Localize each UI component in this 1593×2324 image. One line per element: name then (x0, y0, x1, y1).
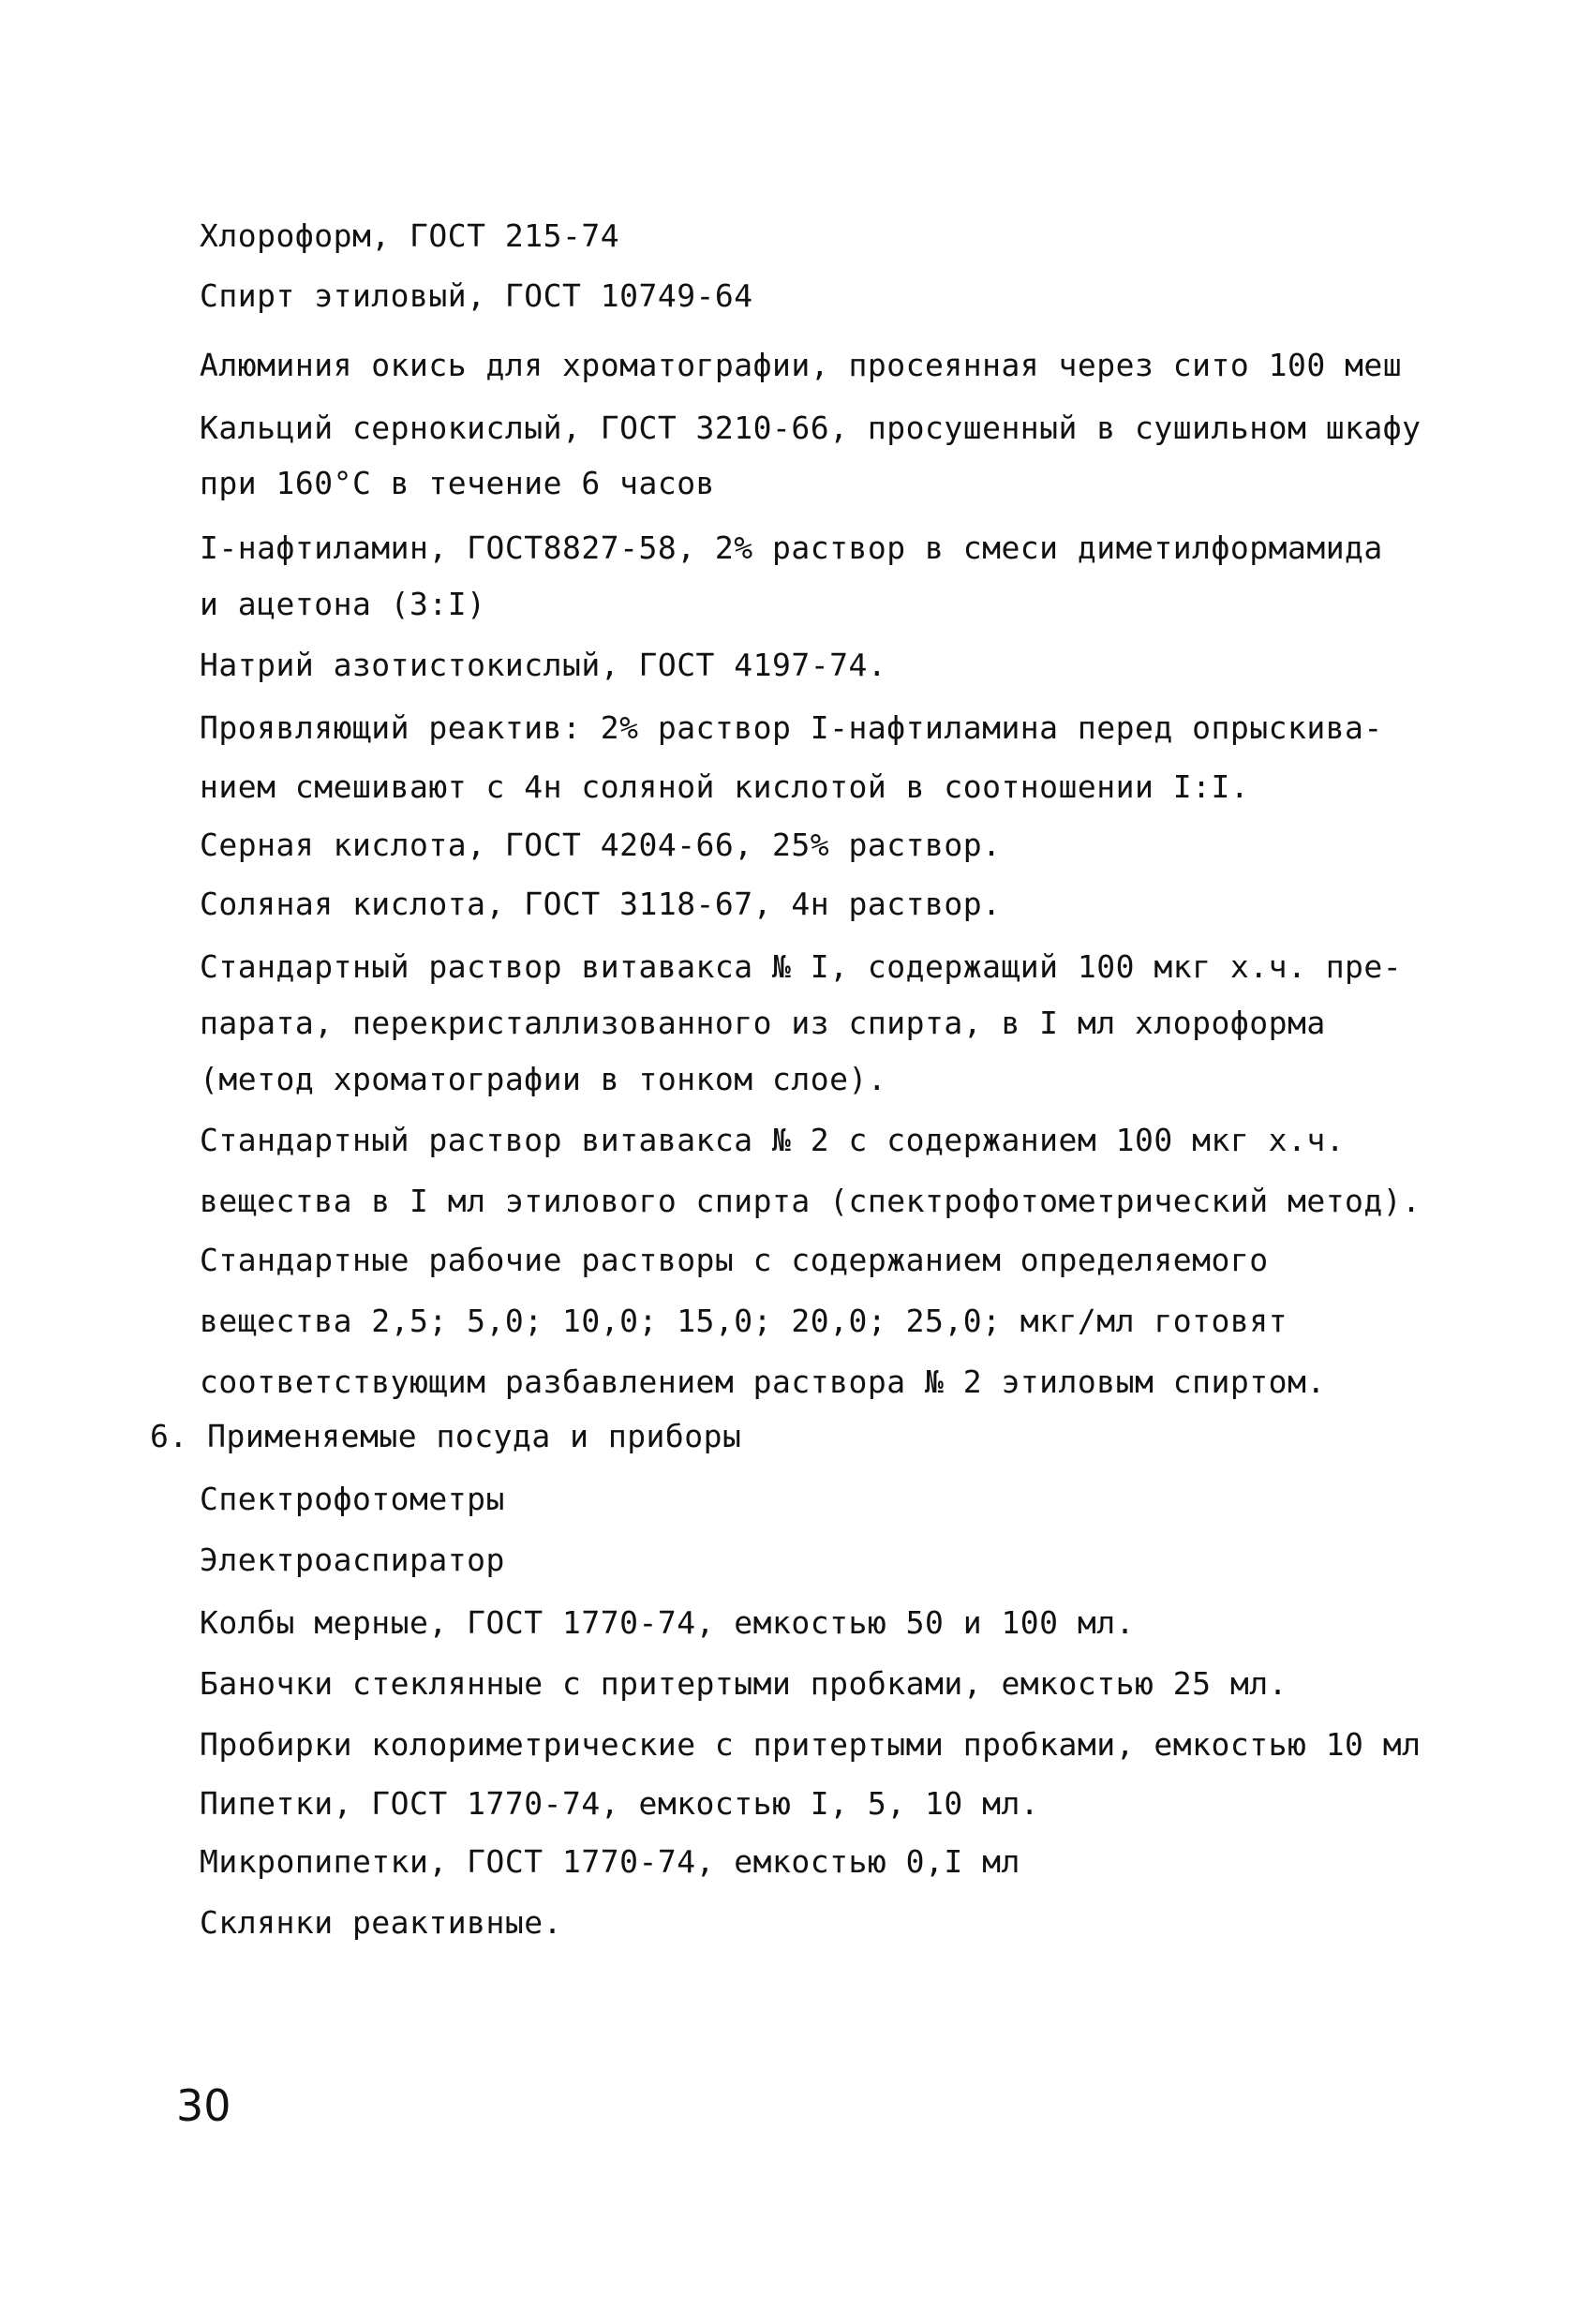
text-line-tlc-method: (метод хроматографии в тонком слое). (200, 1061, 887, 1097)
text-line-volumetric-flasks: Колбы мерные, ГОСТ 1770-74, емкостью 50 и 100 мл. (200, 1604, 1136, 1641)
text-line-standard-solution-1: Стандартный раствор витавакса № I, содержащий 100 мкг х.ч. пре- (200, 948, 1403, 985)
text-line-pipettes: Пипетки, ГОСТ 1770-74, емкостью I, 5, 10 мл. (200, 1785, 1040, 1822)
text-line-dilution: соответствующим разбавлением раствора № 2 этиловым спиртом. (200, 1363, 1326, 1400)
text-line-reagent-bottles: Склянки реактивные. (200, 1904, 562, 1941)
text-line-working-concentrations: вещества 2,5; 5,0; 10,0; 15,0; 20,0; 25,0; мкг/мл готовят (200, 1303, 1288, 1339)
text-line-hydrochloric-acid: Соляная кислота, ГОСТ 3118-67, 4н раствор. (200, 886, 1002, 922)
text-line-acetone-ratio: и ацетона (3:I) (200, 586, 486, 622)
text-line-naphthylamine: I-нафтиламин, ГОСТ8827-58, 2% раствор в смеси диметилформамида (200, 529, 1383, 566)
text-line-standard-solution-1-cont: парата, перекристаллизованного из спирта, в I мл хлороформа (200, 1005, 1326, 1041)
text-line-chloroform: Хлороформ, ГОСТ 215-74 (200, 217, 620, 254)
text-line-standard-solution-2: Стандартный раствор витавакса № 2 с содержанием 100 мкг х.ч. (200, 1122, 1346, 1158)
text-line-micropipettes: Микропипетки, ГОСТ 1770-74, емкостью 0,I мл (200, 1843, 1020, 1880)
text-line-drying-conditions: при 160°С в течение 6 часов (200, 465, 715, 501)
text-line-aluminum-oxide: Алюминия окись для хроматографии, просеянная через сито 100 меш (200, 347, 1403, 383)
text-line-electroaspirator: Электроаспиратор (200, 1542, 505, 1578)
section-heading-equipment: 6. Применяемые посуда и приборы (150, 1418, 742, 1454)
text-line-developing-reagent-cont: нием смешивают с 4н соляной кислотой в соотношении I:I. (200, 768, 1250, 805)
text-line-spectrophotometers: Спектрофотометры (200, 1481, 505, 1517)
text-line-sodium-nitrite: Натрий азотистокислый, ГОСТ 4197-74. (200, 647, 887, 683)
text-line-sulfuric-acid: Серная кислота, ГОСТ 4204-66, 25% раствор. (200, 827, 1002, 863)
text-line-glass-jars: Баночки стеклянные с притертыми пробками, емкостью 25 мл. (200, 1665, 1288, 1702)
text-line-developing-reagent: Проявляющий реактив: 2% раствор I-нафтиламина перед опрыскива- (200, 709, 1383, 746)
text-line-test-tubes: Пробирки колориметрические с притертыми пробками, емкостью 10 мл (200, 1726, 1422, 1763)
text-line-ethyl-alcohol: Спирт этиловый, ГОСТ 10749-64 (200, 277, 753, 314)
text-line-calcium-sulfate: Кальций сернокислый, ГОСТ 3210-66, просушенный в сушильном шкафу (200, 410, 1422, 446)
page-number: 30 (176, 2080, 231, 2131)
text-line-standard-solution-2-cont: вещества в I мл этилового спирта (спектрофотометрический метод). (200, 1183, 1422, 1219)
text-line-working-solutions: Стандартные рабочие растворы с содержанием определяемого (200, 1242, 1269, 1278)
